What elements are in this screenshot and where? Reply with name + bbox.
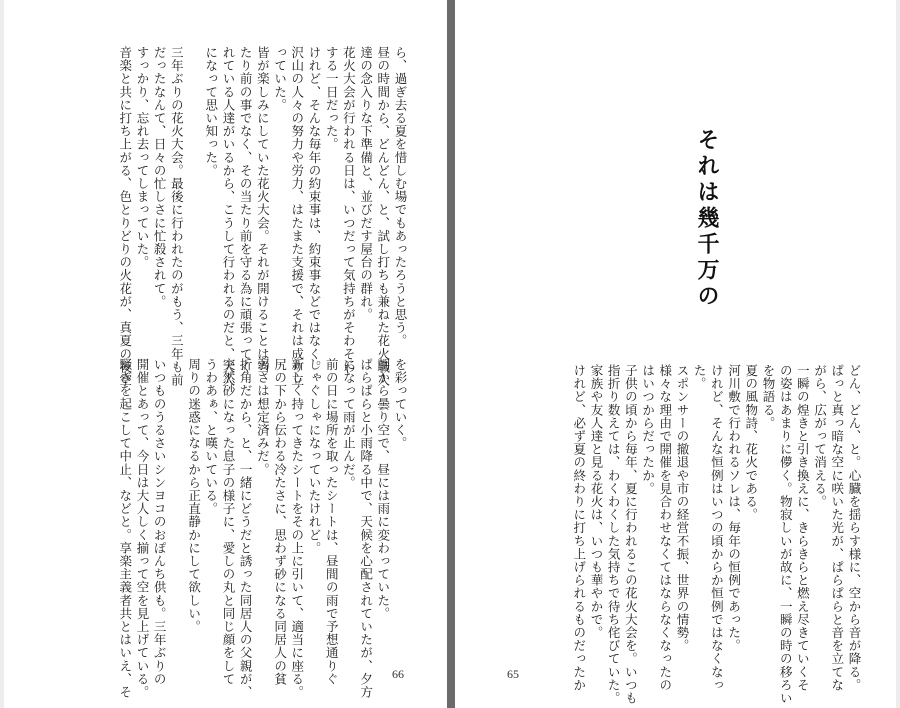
right-page <box>455 4 896 705</box>
text-line: になって思い知った。 <box>203 46 219 177</box>
text-line: 夏の風物詩、花火である。 <box>743 364 759 522</box>
text-line: 指折り数えては、わくわくした気持ちで待ち侘びていた。 <box>606 364 622 705</box>
text-line: 騒ぎを起こして中止、などと。享楽主義者共とはいえ、そ <box>117 358 133 699</box>
text-line: けれど、そんな毎年の約束事は、約束事などではなく。 <box>306 46 322 374</box>
text-line: うわあぁ、と嘆いている。 <box>203 358 219 516</box>
text-line: 開催とあって、今日は大人しく揃って空を見上げている。 <box>134 358 150 699</box>
text-line: を彩っていく。 <box>393 358 408 450</box>
text-line: 突然砂になった息子の様子に、愛しの丸と同じ顔をして <box>220 358 236 686</box>
page-edge-right <box>896 0 900 708</box>
text-line: 皆が楽しみにしていた花火大会。それが開けることは当 <box>255 46 271 374</box>
text-line: 子供の頃から毎年、夏に行われるこの花火大会を。いつも <box>623 364 639 705</box>
text-line: を物語る。 <box>760 364 776 430</box>
text-line: スポンサーの撤退や市の経営不振、世界の情勢。 <box>674 364 690 653</box>
text-line: がら、広がって消える。 <box>812 364 828 509</box>
text-line: 花火大会が行われる日は、いつだって気持ちがそわそわ <box>341 46 357 374</box>
page-number-right: 65 <box>507 667 519 681</box>
text-line <box>168 358 185 658</box>
text-line: 達の念入りな下準備と、並びだす屋台の群れ。 <box>358 46 374 322</box>
text-line: 音楽と共に打ち上がる、色とりどりの火花が、真夏の夜空 <box>117 46 133 387</box>
text-line: れている人達がいるから、こうして行われるのだと、大人 <box>220 46 236 387</box>
text-line: だったなんて、日々の忙しさに忙殺されて。 <box>152 46 168 308</box>
text-line: 新しく持ってきたシートをその上に引いて、適当に座る。 <box>289 358 305 699</box>
left-page <box>4 4 448 702</box>
text-line: けれど、必ず夏の終わりに打ち上げられるものだったか <box>571 364 587 692</box>
chapter-title: それは幾千万の <box>694 128 719 310</box>
text-line: ら、過ぎ去る夏を惜しむ場でもあったろうと思う。 <box>393 46 408 348</box>
page-number-left: 66 <box>392 667 404 681</box>
text-line: いつものうるさいシンヨコのおぽんち供も。三年ぶりの <box>152 358 168 686</box>
text-line: 沢山の人々の努力や労力、はたまた支援で、それは成り立 <box>289 46 305 387</box>
text-line: 尻の下から伝わる冷たさに、思わず砂になる同居人の貧 <box>272 358 288 686</box>
right-page-text <box>571 364 863 705</box>
text-line: 周りの迷惑になるから正直静かにして欲しい。 <box>186 358 202 634</box>
text-line: はいつからだったか。 <box>640 364 656 495</box>
text-line <box>185 46 202 346</box>
text-line: たり前の事でなく、その当たり前を守る為に頑張ってく <box>238 46 254 374</box>
text-line: た。 <box>692 364 708 391</box>
text-line: 弱さは想定済みだ。 <box>255 358 271 476</box>
text-line: の姿はあまりに儚く。物寂しいが故に、一瞬の時の移ろい <box>778 364 794 705</box>
text-line: 家族や友人達と見る花火は、いつも華やかで。 <box>588 364 604 640</box>
text-line: 前の日に場所を取ったシートは、昼間の雨で予想通りぐ <box>324 358 340 686</box>
text-line: 様々な理由で開催を見合わせなくてはならなくなったの <box>657 364 673 692</box>
text-line: ぱらぱらと小雨降る中で、天候を心配されていたが、夕方 <box>358 358 374 699</box>
left-page-upper-text <box>117 46 409 387</box>
text-line: 一瞬の煌きと引き換えに、きらきらと燃え尽きていくそ <box>795 364 811 692</box>
book-gutter <box>447 0 455 708</box>
text-line: けれど、そんな恒例はいつの頃からか恒例ではなくなっ <box>709 364 725 692</box>
text-line: すっかり、忘れ去ってしまっていた。 <box>134 46 150 269</box>
text-line: 三年ぶりの花火大会。最後に行われたのがもう、三年も前 <box>169 46 185 387</box>
text-line: しゃぐしゃになっていたけれど。 <box>306 358 322 555</box>
text-line: どん、どん、と。心臓を揺らす様に、空から音が降る。 <box>847 364 862 692</box>
text-line: ぱっと真っ暗な空に咲いた光が、ぱらぱらと音を立てな <box>829 364 845 692</box>
text-line: 朝から曇り空で、昼には雨に変わっていた。 <box>375 358 391 620</box>
text-line: 河川敷で行われるソレは、毎年の恒例であった。 <box>726 364 742 653</box>
text-line: する一日だった。 <box>324 46 340 151</box>
text-line: 折角だから、と、一緒にどうだと誘った同居人の父親が、 <box>238 358 254 699</box>
text-line: になって雨が止んだ。 <box>341 358 357 489</box>
text-line: 昼の時間から、どんどん、と、試し打ちも兼ねた花火職人 <box>375 46 391 387</box>
text-line: っていた。 <box>272 46 288 112</box>
